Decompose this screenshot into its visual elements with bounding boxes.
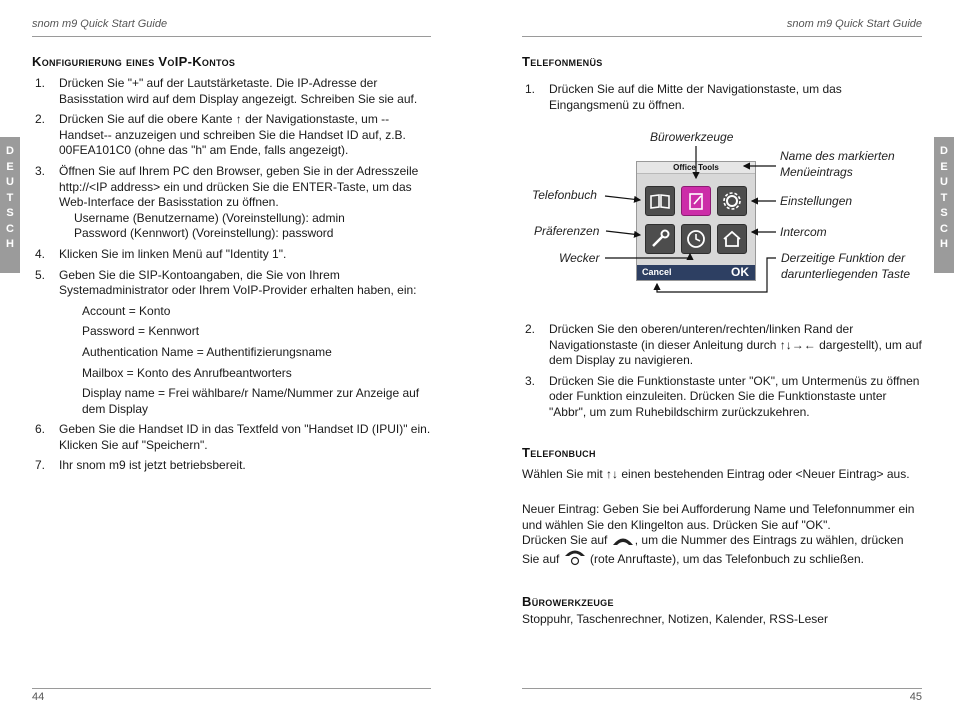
tab-letter: E	[6, 160, 14, 173]
step-text: Drücken Sie auf die Mitte der Navigationstaste, um das Eingangsmenü zu öffnen.	[549, 82, 842, 112]
step-text: Klicken Sie im linken Menü auf "Identity 1".	[59, 246, 287, 261]
tab-letter: E	[940, 160, 948, 173]
softkey-ok: OK	[731, 265, 749, 279]
credential-line: Password (Kennwort) (Voreinstellung): password	[74, 226, 334, 241]
step-number: 1.	[35, 76, 46, 90]
step-number: 3.	[525, 373, 536, 388]
running-header-right: snom m9 Quick Start Guide	[786, 18, 922, 30]
step-number: 4.	[35, 246, 46, 261]
tab-letter: D	[6, 145, 14, 157]
screen-title: Office Tools	[637, 162, 755, 174]
tab-letter: D	[940, 145, 948, 157]
label-intercom: Intercom	[780, 225, 827, 239]
arrow-funktion	[657, 258, 776, 292]
tab-letter: C	[940, 222, 948, 235]
tab-letter: C	[6, 222, 14, 235]
footer-rule-left	[32, 688, 431, 689]
label-telefonbuch: Telefonbuch	[532, 188, 597, 202]
step-text: Ihr snom m9 ist jetzt betriebsbereit.	[59, 458, 246, 473]
step-text: Geben Sie die SIP-Kontoangaben, die Sie von Ihrem Systemadministrator oder Ihrem VoIP-Provider erhalten haben, ein:	[59, 267, 417, 298]
dial-text-b: , um die Nummer des Eintrags zu wählen, drücken	[634, 533, 904, 547]
list-item	[522, 374, 922, 421]
softkey-cancel: Cancel	[642, 267, 672, 277]
label-einstellungen: Einstellungen	[780, 194, 853, 208]
step-number: 3.	[35, 163, 46, 178]
step-text: Drücken Sie "+" auf der Lautstärketaste. Die IP-Adresse der Basisstation wird auf dem Display angezeigt. Schreiben Sie sie auf.	[59, 76, 418, 106]
close-text-b: (rote Anruftaste), um das Telefonbuch zu schließen.	[590, 552, 864, 566]
dial-text-a: Drücken Sie auf	[522, 533, 608, 547]
heading-telefonbuch: Telefonbuch	[522, 445, 596, 460]
step-number: 6.	[35, 422, 46, 437]
tab-letter: T	[6, 191, 14, 204]
sip-field-line: Account = Konto	[82, 303, 171, 318]
tab-letter: H	[6, 238, 14, 250]
label-wecker: Wecker	[559, 251, 600, 265]
arrow-wecker	[605, 254, 690, 258]
heading-telefonmenues: Telefonmenüs	[522, 54, 603, 69]
tab-letter: S	[940, 207, 948, 219]
step-text: Öffnen Sie auf Ihrem PC den Browser, geben Sie in der Adresszeile http://<IP address> ein und drücken Sie die ENTER-Taste, um das Web-Interface der Basisstation zu öffnen.	[59, 163, 419, 210]
step-text: Geben Sie die Handset ID in das Textfeld von "Handset ID (IPUI)" ein. Klicken Sie auf "Speichern".	[59, 422, 431, 452]
step-number: 7.	[35, 458, 46, 473]
heading-buerowerkzeuge: Bürowerkzeuge	[522, 594, 614, 609]
page-number-right: 45	[909, 691, 922, 703]
footer-rule-right	[522, 688, 922, 689]
sip-field-line: Display name = Frei wählbare/r Name/Nummer zur Anzeige auf dem Display	[82, 386, 420, 416]
step-text: Drücken Sie die Funktionstaste unter "OK", um Untermenüs zu öffnen oder Funktion einzuleiten. Drücken Sie die Funktionstaste unter "Abbr", um zum Ruhebildschirm zurückzukehren.	[549, 373, 920, 419]
telefonbuch-new-entry: Neuer Eintrag: Geben Sie bei Aufforderung Name und Telefonnummer ein und wählen Sie den Klingelton aus. Drücken Sie auf "OK".	[522, 502, 915, 532]
heading-voip-konto: Konfigurierung eines VoIP-Kontos	[32, 54, 236, 69]
page-number-left: 44	[32, 691, 45, 703]
arrow-telefonbuch	[605, 196, 640, 200]
buerowerkzeuge-list: Stoppuhr, Taschenrechner, Notizen, Kalender, RSS-Leser	[522, 612, 828, 626]
red-end-key-icon	[563, 548, 587, 570]
arrow-praeferenzen	[606, 231, 640, 235]
label-derzeitige-funktion: Derzeitige Funktion der darunterliegenden Taste	[781, 251, 910, 281]
tab-letter: T	[940, 191, 948, 204]
sip-field-line: Password = Kennwort	[82, 324, 200, 339]
credential-line: Username (Benutzername) (Voreinstellung): admin	[74, 210, 345, 225]
sip-field-line: Mailbox = Konto des Anrufbeantworters	[82, 365, 292, 380]
step-number: 5.	[35, 267, 46, 282]
tab-letter: U	[6, 176, 14, 188]
tab-letter: U	[940, 176, 948, 188]
tab-letter: S	[6, 207, 14, 219]
telefonbuch-intro: Wählen Sie mit ↑↓ einen bestehenden Eintrag oder <Neuer Eintrag> aus.	[522, 467, 910, 481]
step-number: 1.	[525, 82, 536, 96]
step-text: Drücken Sie den oberen/unteren/rechten/linken Rand der Navigationstaste (in dieser Anleitung durch ↑↓→← dargestellt), um auf dem Display zu navigieren.	[549, 322, 922, 368]
step-text: Drücken Sie auf die obere Kante ↑ der Navigationstaste, um --Handset-- anzuzeigen und schreiben Sie die Handset ID auf, z.B. 00FEA101C0 (ohne das "h" am Ende, falls angezeigt).	[59, 112, 406, 158]
telefonbuch-close-line	[522, 548, 922, 570]
step-number: 2.	[35, 112, 46, 127]
label-praeferenzen: Präferenzen	[534, 224, 600, 238]
running-header-left: snom m9 Quick Start Guide	[32, 18, 168, 30]
label-markierter-eintrag: Name des markierten Menüeintrags	[780, 149, 895, 179]
sip-field-line: Authentication Name = Authentifizierungsname	[82, 344, 332, 359]
step-number: 2.	[525, 322, 536, 336]
list-item	[522, 322, 922, 369]
close-text-a: Sie auf	[522, 552, 560, 566]
label-buerowerkzeuge: Bürowerkzeuge	[650, 130, 734, 144]
menu-steps-list	[522, 322, 922, 426]
tab-letter: H	[940, 238, 948, 250]
